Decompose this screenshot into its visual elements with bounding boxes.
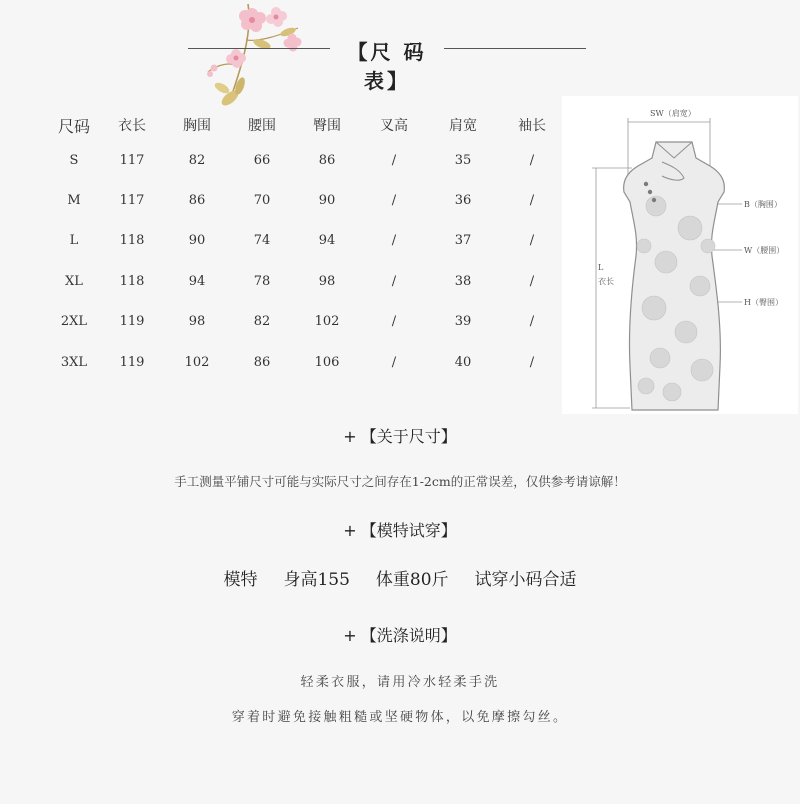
- about-text: 手工测量平铺尺寸可能与实际尺寸之间存在1-2cm的正常误差，仅供参考请谅解！: [174, 474, 626, 489]
- table-header-row: [45, 110, 563, 140]
- model-heading: [0, 518, 800, 541]
- table-cell: L: [69, 233, 79, 249]
- table-cell: 36: [454, 193, 472, 209]
- plus-icon: +: [343, 521, 357, 540]
- table-cell: /: [391, 314, 397, 330]
- title-rule-right: [444, 48, 586, 49]
- table-cell: S: [69, 152, 79, 168]
- table-cell: /: [529, 152, 535, 168]
- column-header: 叉高: [380, 118, 408, 134]
- table-cell: 70: [253, 193, 271, 209]
- table-cell: 66: [253, 152, 271, 168]
- diagram-label-sw: SW（肩宽）: [650, 109, 696, 118]
- table-cell: /: [529, 354, 535, 370]
- model-title: 【模特试穿】: [360, 521, 457, 540]
- column-header: 肩宽: [449, 118, 477, 134]
- model-fit: 试穿小码合适: [474, 570, 577, 590]
- about-title: 【关于尺寸】: [360, 427, 457, 446]
- table-cell: /: [529, 233, 535, 249]
- table-cell: /: [529, 273, 535, 289]
- table-cell: 3XL: [60, 354, 88, 370]
- column-header: 腰围: [248, 118, 276, 134]
- table-cell: 106: [314, 354, 340, 370]
- diagram-label-l: L: [598, 263, 604, 272]
- model-weight: 体重80斤: [375, 570, 449, 590]
- table-cell: 119: [119, 314, 145, 330]
- table-cell: 86: [253, 354, 271, 370]
- diagram-label-l-text: 衣长: [598, 277, 614, 286]
- table-cell: 118: [119, 233, 145, 249]
- table-cell: 74: [253, 233, 271, 249]
- table-row: [45, 221, 563, 261]
- column-header: 袖长: [518, 118, 546, 134]
- table-cell: 40: [454, 354, 472, 370]
- table-cell: /: [391, 193, 397, 209]
- plum-blossom-icon: [200, 0, 310, 120]
- table-row: [45, 261, 563, 301]
- table-cell: XL: [65, 273, 83, 289]
- table-cell: 90: [188, 233, 206, 249]
- table-cell: 94: [318, 233, 336, 249]
- model-height: 身高155: [283, 570, 350, 590]
- plus-icon: +: [343, 427, 357, 446]
- table-cell: 86: [188, 193, 206, 209]
- title-rule-left: [188, 48, 330, 49]
- table-cell: /: [529, 314, 535, 330]
- wash-line-2: 穿着时避免接触粗糙或坚硬物体，以免摩擦勾丝。: [231, 710, 569, 725]
- table-cell: 102: [184, 354, 210, 370]
- column-header: 臀围: [313, 118, 341, 134]
- table-cell: 37: [454, 233, 472, 249]
- table-cell: /: [391, 152, 397, 168]
- table-cell: 82: [188, 152, 206, 168]
- size-table: [45, 110, 563, 382]
- diagram-label-b: B（胸围）: [744, 200, 782, 209]
- model-info: [0, 565, 800, 590]
- table-cell: 117: [119, 152, 145, 168]
- table-row: [45, 342, 563, 382]
- table-row: [45, 140, 563, 180]
- table-cell: 98: [318, 273, 336, 289]
- table-cell: /: [391, 233, 397, 249]
- table-row: [45, 302, 563, 342]
- about-heading: [0, 424, 800, 447]
- table-cell: 90: [318, 193, 336, 209]
- table-cell: 38: [454, 273, 472, 289]
- header: [0, 0, 800, 100]
- model-label: 模特: [223, 570, 258, 590]
- table-cell: 39: [454, 314, 472, 330]
- table-cell: 94: [188, 273, 206, 289]
- table-cell: /: [391, 354, 397, 370]
- table-cell: 86: [318, 152, 336, 168]
- table-cell: 98: [188, 314, 206, 330]
- table-cell: /: [391, 273, 397, 289]
- table-cell: 119: [119, 354, 145, 370]
- column-header: 胸围: [183, 118, 211, 134]
- column-header: 尺码: [57, 116, 90, 136]
- diagram-label-w: W（腰围）: [744, 246, 785, 255]
- table-cell: /: [529, 193, 535, 209]
- table-cell: 78: [253, 273, 271, 289]
- table-cell: M: [67, 193, 81, 209]
- table-cell: 2XL: [60, 314, 88, 330]
- plus-icon: +: [343, 626, 357, 645]
- page-title: 【尺 码 表】: [347, 40, 427, 93]
- qipao-measurement-diagram: [562, 96, 798, 414]
- column-header: 衣长: [118, 118, 146, 134]
- table-row: [45, 180, 563, 220]
- table-cell: 35: [454, 152, 472, 168]
- table-cell: 102: [314, 314, 340, 330]
- table-cell: 117: [119, 193, 145, 209]
- wash-heading: [0, 623, 800, 646]
- table-cell: 82: [253, 314, 271, 330]
- table-cell: 118: [119, 273, 145, 289]
- wash-line-1: 轻柔衣服，请用冷水轻柔手洗: [300, 675, 500, 690]
- diagram-label-h: H（臀围）: [744, 298, 783, 307]
- wash-title: 【洗涤说明】: [360, 626, 457, 645]
